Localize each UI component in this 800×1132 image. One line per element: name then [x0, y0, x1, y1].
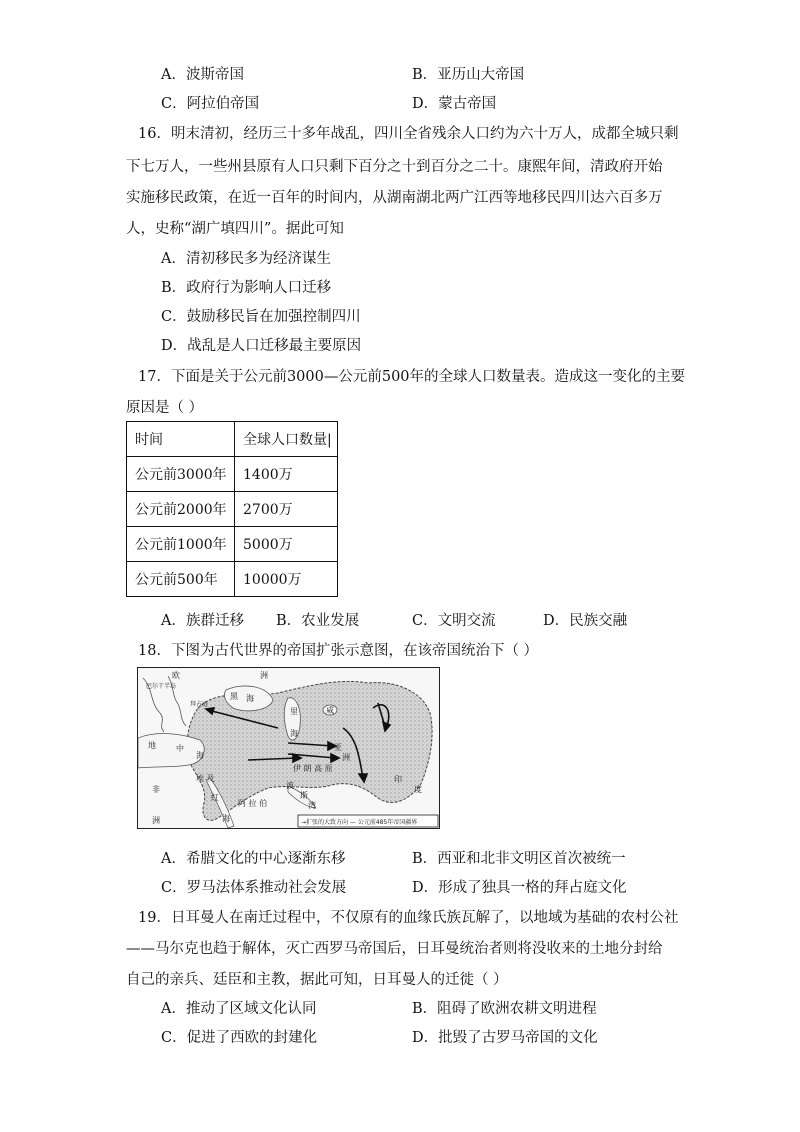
map-label: 洲: [342, 753, 350, 762]
q19-stem-line: ——马尔克也趋于解体，灭亡西罗马帝国后，日耳曼统治者则将没收来的土地分封给: [126, 941, 663, 957]
q18-option-b: B．西亚和北非文明区首次被统一: [412, 851, 626, 867]
map-label: 拜占庭: [190, 701, 209, 708]
population-table: [126, 421, 338, 597]
q17-option-b: B．农业发展: [276, 613, 360, 629]
table-cell: 10000万: [235, 562, 338, 597]
map-label: 亚: [334, 743, 342, 752]
table-cell: 5000万: [235, 527, 338, 562]
q19-option-a: A．推动了区域文化认同: [161, 1001, 317, 1017]
q19-option-c: C．促进了西欧的封建化: [161, 1030, 318, 1046]
table-row: [127, 492, 338, 527]
map-label: 欧: [172, 671, 180, 680]
q18-option-c: C．罗马法体系推动社会发展: [161, 880, 347, 896]
q17-stem-line: 原因是（ ）: [126, 400, 204, 416]
table-cell: 2700万: [235, 492, 338, 527]
empire-expansion-map: [137, 667, 440, 829]
q17-option-a: A．族群迁移: [161, 613, 244, 629]
q16-option-d: D．战乱是人口迁移最主要原因: [161, 338, 362, 354]
map-label: 黑: [230, 692, 238, 701]
map-label: 洲: [152, 816, 160, 825]
map-label: 红: [211, 793, 219, 802]
q16-option-b: B．政府行为影响人口迁移: [161, 280, 332, 296]
map-label: 咸: [326, 706, 334, 715]
q17-option-d: D．民族交融: [543, 613, 628, 629]
q15-option-d: D．蒙古帝国: [412, 96, 497, 112]
q19-option-b: B．阻碍了欧洲农耕文明进程: [412, 1001, 597, 1017]
table-header-cell: 时间: [127, 422, 235, 457]
table-row: [127, 457, 338, 492]
map-label: 斯: [300, 791, 308, 800]
table-cell: 公元前500年: [127, 562, 235, 597]
map-label: 海: [246, 694, 254, 703]
q15-option-b: B．亚历山大帝国: [412, 67, 525, 83]
q17-stem-line: 17．下面是关于公元前3000—公元前500年的全球人口数量表。造成这一变化的主要: [138, 369, 686, 385]
q18-option-a: A．希腊文化的中心逐渐东移: [161, 851, 346, 867]
map-label: 度: [414, 785, 422, 794]
map-label: 洲: [260, 671, 268, 680]
table-cell: 公元前2000年: [127, 492, 235, 527]
q15-option-a: A．波斯帝国: [161, 67, 244, 83]
map-label: 伊 朗 高 原: [293, 764, 333, 773]
table-header-cell: 全球人口数量|: [235, 422, 338, 457]
q16-stem-line: 实施移民政策，在近一百年的时间内，从湖南湖北两广江西等地移民四川达六百多万: [126, 190, 663, 206]
map-label: 海: [290, 729, 298, 738]
table-row: [127, 527, 338, 562]
q16-stem-line: 下七万人，一些州县原有人口只剩下百分之十到百分之二十。康熙年间，清政府开始: [126, 159, 663, 175]
map-label: 阿 拉 伯: [238, 799, 268, 808]
table-header-row: [127, 422, 338, 457]
map-label: 巴尔干半岛: [146, 683, 177, 690]
q17-option-c: C．文明交流: [412, 613, 496, 629]
map-legend: →扩张的大致方向 — 公元前485年帝国疆界: [301, 819, 418, 826]
map-label: 地: [148, 741, 156, 750]
map-label: 湾: [308, 801, 316, 810]
map-label: 海: [222, 814, 230, 823]
map-label: 中: [176, 744, 184, 753]
q19-stem-line: 自己的亲兵、廷臣和主教，据此可知，日耳曼人的迁徙（ ）: [126, 972, 508, 988]
map-label: 埃 及: [196, 774, 215, 783]
map-label: 海: [196, 751, 204, 760]
map-label: 里: [290, 707, 298, 716]
q19-option-d: D．批毁了古罗马帝国的文化: [412, 1030, 598, 1046]
q18-stem-line: 18．下图为古代世界的帝国扩张示意图，在该帝国统治下（ ）: [138, 643, 539, 659]
table-cell: 公元前1000年: [127, 527, 235, 562]
table-row: [127, 562, 338, 597]
q15-option-c: C．阿拉伯帝国: [161, 96, 260, 112]
map-label: 波: [286, 781, 294, 790]
map-label: 非: [152, 785, 160, 794]
q16-option-a: A．清初移民多为经济谋生: [161, 251, 331, 267]
q16-stem-line: 人，史称“湖广填四川”。据此可知: [126, 221, 344, 237]
table-cell: 1400万: [235, 457, 338, 492]
table-cell: 公元前3000年: [127, 457, 235, 492]
map-label: 印: [394, 775, 402, 784]
q19-stem-line: 19．日耳曼人在南迁过程中，不仅原有的血缘氏族瓦解了，以地域为基础的农村公社: [138, 910, 679, 926]
q16-stem-line: 16．明末清初，经历三十多年战乱，四川全省残余人口约为六十万人，成都全城只剩: [138, 126, 679, 142]
q18-option-d: D．形成了独具一格的拜占庭文化: [412, 880, 627, 896]
q16-option-c: C．鼓励移民旨在加强控制四川: [161, 309, 361, 325]
